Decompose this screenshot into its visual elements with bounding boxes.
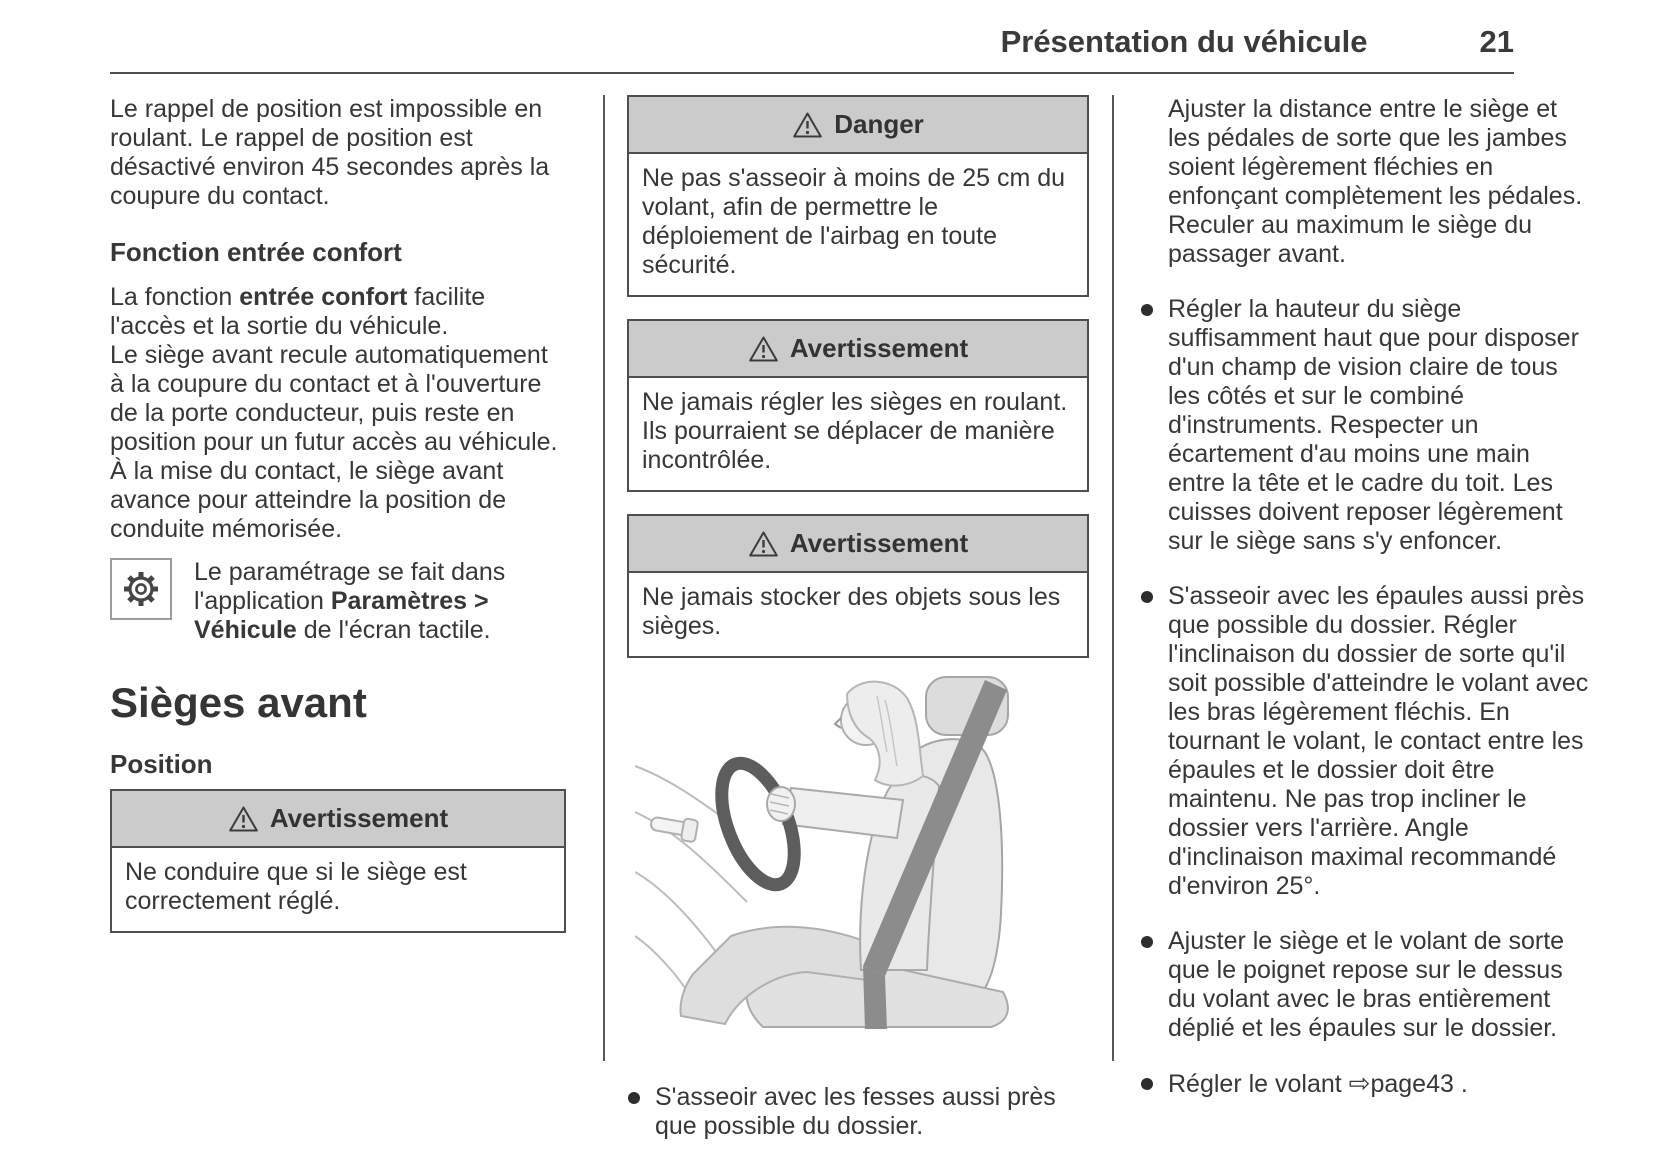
warning-body: Ne conduire que si le siège est correctement réglé. xyxy=(125,858,467,915)
list-item-steering-ref xyxy=(1140,1069,1590,1099)
paragraph-comfort-entry-2: Le siège avant recule automatiquement à la coupure du contact et à l'ouverture de la porte conducteur, puis reste en position pour un futur accès au véhicule. À la mise du contact, le siège avant avance pour atteindre la position de conduite mémorisée. xyxy=(110,341,558,543)
danger-box-airbag xyxy=(627,95,1089,297)
text-run: Le paramétrage se fait dans l'application xyxy=(194,558,506,615)
text-run: Régler le volant xyxy=(1168,1070,1349,1098)
warning-triangle-icon xyxy=(228,805,259,833)
text-run: facilite l'accès et la sortie du véhicule. xyxy=(110,283,486,340)
page-header xyxy=(110,24,1514,74)
danger-box-header xyxy=(629,97,1087,154)
column-divider xyxy=(1112,95,1114,1061)
gear-icon xyxy=(110,558,172,620)
warning-title: Avertissement xyxy=(269,803,449,833)
warning-box-header xyxy=(629,516,1087,573)
page-reference-link[interactable]: page43 xyxy=(1370,1070,1454,1098)
warning-box-objects-under-seats xyxy=(627,514,1089,658)
settings-note xyxy=(110,558,566,645)
text-run: . xyxy=(1453,1070,1468,1098)
paragraph-comfort-entry xyxy=(110,283,566,341)
warning-box-drive-adjusted xyxy=(110,789,566,933)
instruction-list xyxy=(627,1083,1089,1141)
paragraph-seat-distance: Ajuster la distance entre le siège et les pédales de sorte que les jambes soient légèrement fléchies en enfonçant complètement les pédales. Reculer au maximum le siège du passager avant. xyxy=(1168,95,1583,268)
column-right xyxy=(1140,95,1590,1099)
text-run: La fonction xyxy=(110,283,240,311)
page-number: 21 xyxy=(1479,24,1514,59)
paragraph-position-recall: Le rappel de position est impossible en roulant. Le rappel de position est désactivé environ 45 secondes après la coupure du contact. xyxy=(110,95,550,210)
list-item: Ajuster le siège et le volant de sorte que le poignet repose sur le dessus du volant avec le bras entièrement déplié et les épaules sur le dossier. xyxy=(1140,927,1590,1043)
text-run-bold: Paramètres > Véhicule xyxy=(194,587,489,644)
warning-triangle-icon xyxy=(748,335,779,363)
text-run: de l'écran tactile. xyxy=(296,616,491,644)
note-text xyxy=(194,558,524,645)
warning-triangle-icon xyxy=(792,111,823,139)
subheading-comfort-entry: Fonction entrée confort xyxy=(110,237,402,267)
warning-title: Avertissement xyxy=(789,528,969,558)
warning-body: Ne jamais stocker des objets sous les sièges. xyxy=(642,583,1061,640)
warning-triangle-icon xyxy=(748,530,779,558)
list-item: S'asseoir avec les épaules aussi près que possible du dossier. Régler l'inclinaison du dossier de sorte qu'il soit possible d'atteindre le volant avec les bras légèrement fléchis. En tournant le volant, le contact entre les épaules et le dossier doit être maintenu. Ne pas trop incliner le dossier vers l'arrière. Angle d'inclinaison maximal recommandé d'environ 25°. xyxy=(1140,582,1590,901)
danger-title: Danger xyxy=(834,109,924,139)
list-item: S'asseoir avec les fesses aussi près que possible du dossier. xyxy=(627,1083,1089,1141)
warning-box-header xyxy=(112,791,564,848)
warning-box-adjust-while-driving xyxy=(627,319,1089,492)
chapter-title: Présentation du véhicule xyxy=(1000,24,1368,59)
driver-seating-position-illustration xyxy=(635,674,1021,1030)
page-arrow-icon: ⇨ xyxy=(1348,1068,1371,1098)
instruction-list xyxy=(1140,295,1590,1099)
warning-title: Avertissement xyxy=(789,333,969,363)
column-divider xyxy=(603,95,605,1061)
list-item: Régler la hauteur du siège suffisamment haut que pour disposer d'un champ de vision claire de tous les côtés et sur le combiné d'instruments. Respecter un écartement d'au moins une main entre la tête et le cadre du toit. Les cuisses doivent reposer légèrement sur le siège sans s'y enfoncer. xyxy=(1140,295,1590,556)
danger-body: Ne pas s'asseoir à moins de 25 cm du volant, afin de permettre le déploiement de l'airbag en toute sécurité. xyxy=(642,164,1066,279)
column-left xyxy=(110,95,566,933)
warning-body: Ne jamais régler les sièges en roulant. Ils pourraient se déplacer de manière incontrôlée. xyxy=(642,388,1068,474)
text-run-bold: entrée confort xyxy=(239,283,408,311)
column-middle xyxy=(627,95,1089,1141)
warning-box-header xyxy=(629,321,1087,378)
section-heading-front-seats: Sièges avant xyxy=(110,679,367,726)
subheading-position: Position xyxy=(110,749,213,779)
